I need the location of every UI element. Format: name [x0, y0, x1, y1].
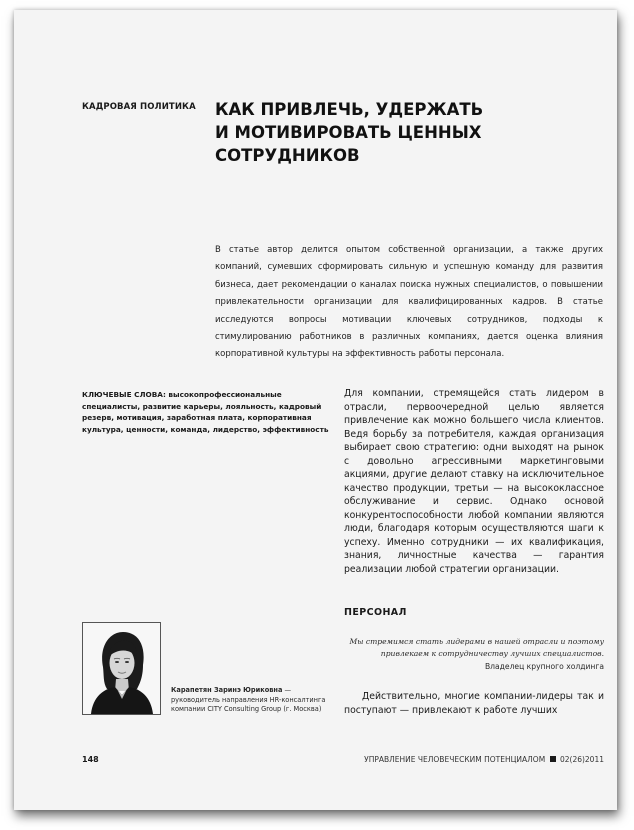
section-label: КАДРОВАЯ ПОЛИТИКА [82, 102, 196, 112]
intro-paragraph: Для компании, стремящейся стать лидером в отрасли, первоочередной целью является привлечение как можно большего числа клиентов. Ведя борьбу за потребителя, каждая организация выбирает свою стратегию: одни выходят на рынок с довольно агрессивными маркетинговыми акциями, другие делают ставку на исключительное качество продукции, третьи — на высококлассное обслуживание и сервис. Однако основой конкурентоспособности любой компании являются люди, благодаря которым осуществляются шаги к успеху. Именно сотрудники — их квалификация, знания, личностные качества — гарантия реализации любой стратегии организации. [344, 388, 604, 575]
page-number: 148 [82, 755, 99, 764]
article-abstract: В статье автор делится опытом собственной организации, а также других компаний, сумевших сформировать сильную и успешную команду для развития бизнеса, дает рекомендации о каналах поиска нужных специалистов, о повышении привлекательности организации для квалифицированных кадров. В статье исследуются вопросы мотивации ключевых сотрудников, подходы к стимулированию работников в различных компаниях, дается оценка влияния корпоративной культуры на эффективность работы персонала. [215, 245, 603, 360]
article-title-line-2: И МОТИВИРОВАТЬ ЦЕННЫХ СОТРУДНИКОВ [215, 123, 482, 165]
author-caption [171, 686, 331, 715]
square-bullet-icon [550, 756, 556, 762]
journal-name: УПРАВЛЕНИЕ ЧЕЛОВЕЧЕСКИМ ПОТЕНЦИАЛОМ [364, 755, 546, 764]
author-role: — руководитель направления HR-консалтинга компании CITY Consulting Group (г. Москва) [171, 686, 326, 714]
epigraph-quote: Мы стремимся стать лидерами в нашей отрасли и поэтому привлекаем к сотрудничеству лучших специалистов. [349, 637, 604, 659]
issue-number: 02(26)2011 [559, 755, 604, 764]
article-title [215, 98, 615, 167]
keywords: КЛЮЧЕВЫЕ СЛОВА: высокопрофессиональные специалисты, развитие карьеры, лояльность, кадровый резерв, мотивация, заработная плата, корпоративная культура, ценности, команда, лидерство, эффективность [82, 390, 329, 434]
author-photo [82, 622, 161, 715]
section-heading: ПЕРСОНАЛ [344, 607, 407, 618]
author-portrait-image [83, 623, 160, 714]
author-name: Карапетян Заринэ Юриковна [171, 686, 283, 694]
epigraph-source: Владелец крупного холдинга [484, 662, 604, 671]
article-title-line-1: КАК ПРИВЛЕЧЬ, УДЕРЖАТЬ [215, 100, 484, 119]
magazine-page [14, 10, 617, 810]
body-paragraph: Действительно, многие компании-лидеры так и поступают — привлекают к работе лучших [344, 691, 604, 716]
footer-journal [344, 755, 604, 764]
